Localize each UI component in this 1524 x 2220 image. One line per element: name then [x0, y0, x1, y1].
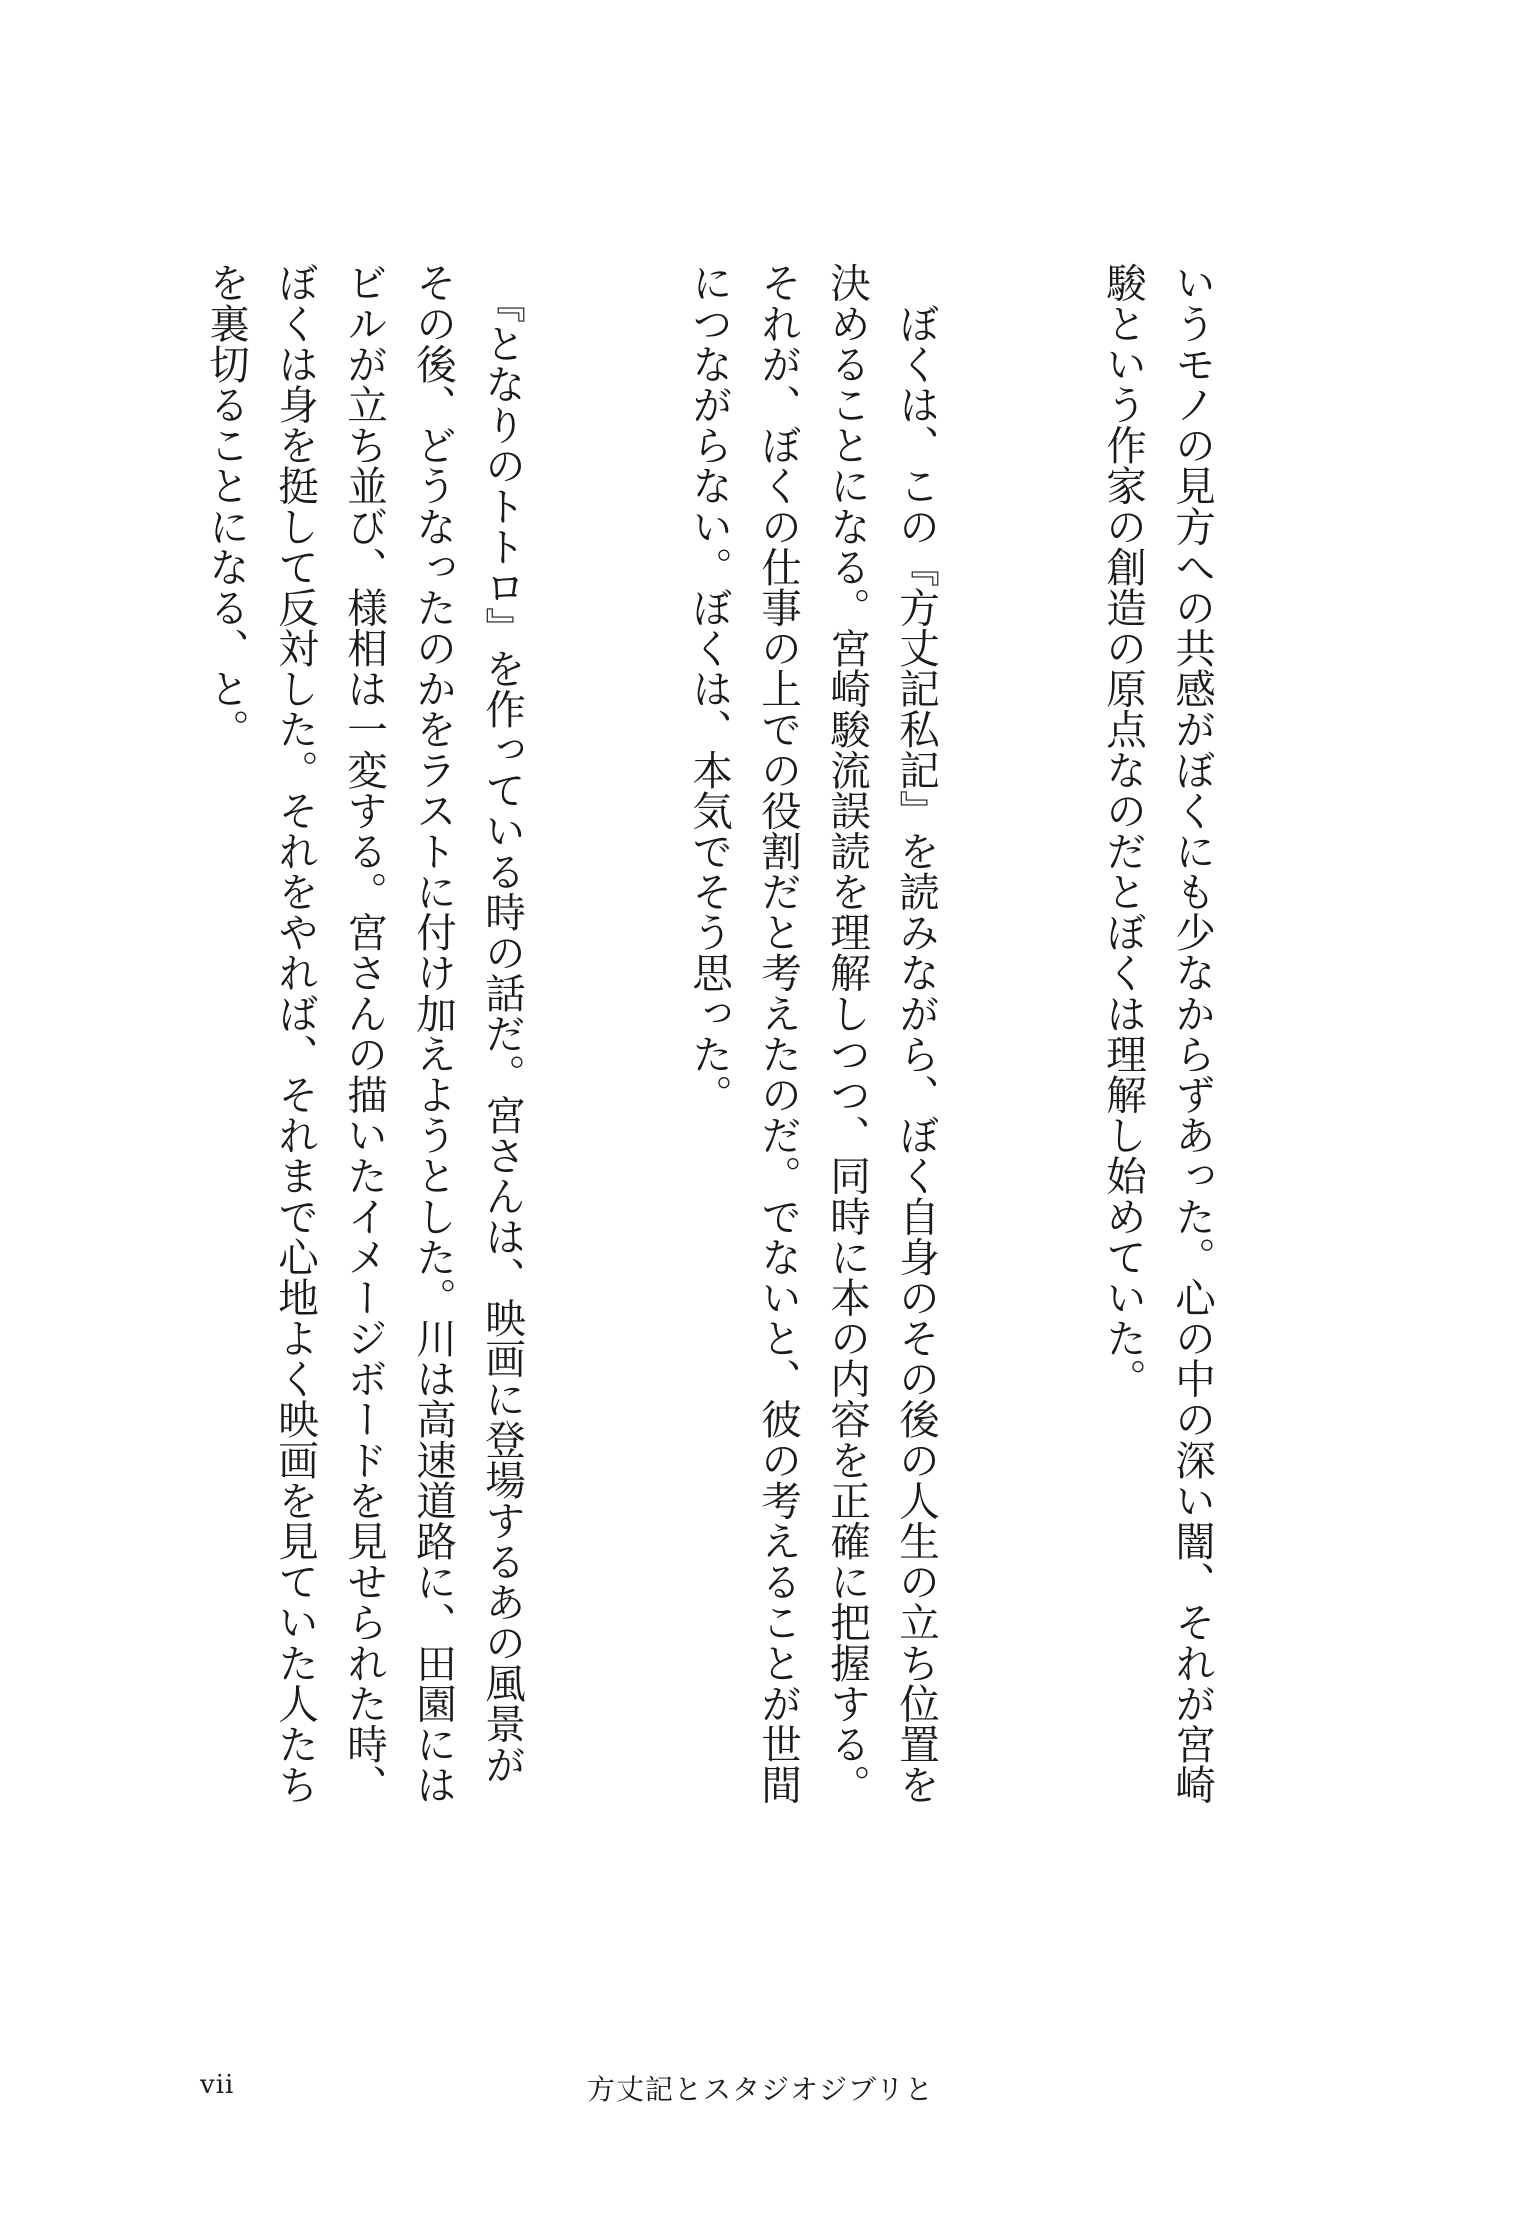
- paragraph-3: 『となりのトトロ』を作っている時の話だ。宮さんは、映画に登場するあの風景がその後、どうなったのかをラストに付け加えようとした。川は高速道路に、田園にはビルが立ち並び、様相は一変する。宮さんの描いたイメージボードを見せられた時、ぼくは身を挺して反対した。それをやれば、それまで心地よく映画を見ていた人たちを裏切ることになる、と。: [202, 262, 526, 1805]
- vertical-body-text: [144, 262, 1364, 1812]
- page-number: vii: [200, 2070, 235, 2100]
- paragraph-2: ぼくは、この『方丈記私記』を読みながら、ぼく自身のその後の人生の立ち位置を決めることになる。宮崎駿流誤読を理解しつつ、同時に本の内容を正確に把握する。それが、ぼくの仕事の上での役割だと考えたのだ。でないと、彼の考えることが世間につながらない。ぼくは、本気でそう思った。: [685, 262, 940, 1805]
- running-title: 方丈記とスタジオジブリと: [587, 2073, 934, 2106]
- paragraph-1: いうモノの見方への共感がぼくにも少なからずあった。心の中の深い闇、それが宮崎駿という作家の創造の原点なのだとぼくは理解し始めていた。: [1099, 262, 1216, 1805]
